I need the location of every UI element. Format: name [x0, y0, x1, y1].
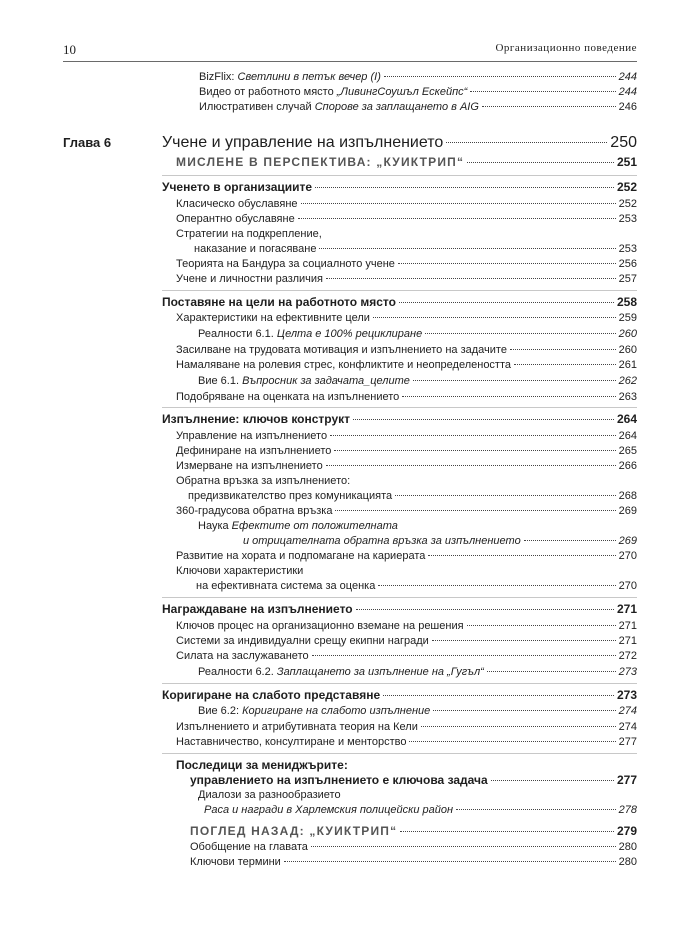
- dot-leader: [378, 585, 615, 586]
- page-ref: 257: [618, 273, 637, 285]
- dot-leader: [311, 846, 616, 847]
- page-ref: 263: [618, 391, 637, 403]
- page-ref: 274: [618, 721, 637, 733]
- toc-entry[interactable]: Изпълнението и атрибутивната теория на Кели 274: [176, 721, 637, 733]
- page-ref: 259: [618, 312, 637, 324]
- toc-entry[interactable]: Теорията на Бандура за социалното учене 256: [176, 258, 637, 270]
- page-ref: 269: [618, 535, 637, 547]
- page-ref: 279: [616, 824, 637, 838]
- page-ref: 277: [618, 736, 637, 748]
- page-ref: 253: [618, 213, 637, 225]
- page-ref: 270: [618, 550, 637, 562]
- toc-entry[interactable]: Наставничество, консултиране и менторство 277: [176, 736, 637, 748]
- dot-leader: [373, 317, 616, 318]
- page-ref: 260: [618, 328, 637, 340]
- toc-entry[interactable]: Обобщение на главата 280: [190, 841, 637, 853]
- page-ref: 269: [618, 505, 637, 517]
- dot-leader: [510, 349, 616, 350]
- dot-leader: [467, 625, 616, 626]
- dot-leader: [514, 364, 616, 365]
- toc-entry-feature[interactable]: Раса и награди в Харлемския полицейски район 278: [204, 804, 637, 816]
- toc-perspective[interactable]: МИСЛЕНЕ В ПЕРСПЕКТИВА: „КУИКТРИП“ 251: [176, 155, 637, 169]
- section-rule: [162, 407, 637, 408]
- page-ref: 262: [618, 375, 637, 387]
- toc-entry-line1[interactable]: Диалози за разнообразието: [198, 789, 341, 801]
- dot-leader: [456, 809, 616, 810]
- toc-section-learning[interactable]: Ученето в организациите 252: [162, 180, 637, 194]
- page-ref: 270: [618, 580, 637, 592]
- page-ref: 277: [616, 773, 637, 787]
- page-ref: 274: [618, 705, 637, 717]
- dot-leader: [319, 248, 615, 249]
- dot-leader: [330, 435, 616, 436]
- section-rule: [162, 753, 637, 754]
- section-rule: [162, 175, 637, 176]
- page-number: 10: [63, 42, 76, 57]
- toc-entry-line1[interactable]: Обратна връзка за изпълнението:: [176, 475, 351, 487]
- running-title: Организационно поведение: [495, 42, 637, 54]
- page-ref: 271: [618, 635, 637, 647]
- dot-leader: [428, 555, 615, 556]
- page-ref: 264: [616, 412, 637, 426]
- dot-leader: [384, 76, 616, 77]
- dot-leader: [491, 780, 614, 781]
- toc-entry[interactable]: Учене и личностни различия 257: [176, 273, 637, 285]
- dot-leader: [400, 831, 614, 832]
- toc-entry[interactable]: Ключови термини 280: [190, 856, 637, 868]
- toc-entry[interactable]: Класическо обуславяне 252: [176, 198, 637, 210]
- dot-leader: [315, 187, 614, 188]
- toc-entry-bizflix[interactable]: BizFlix: Светлини в петък вечер (I) 244: [199, 71, 637, 83]
- dot-leader: [487, 671, 616, 672]
- dot-leader: [326, 278, 616, 279]
- page-ref: 280: [618, 856, 637, 868]
- dot-leader: [334, 450, 615, 451]
- toc-entry[interactable]: Системи за индивидуални срещу екипни награди 271: [176, 635, 637, 647]
- dot-leader: [326, 465, 616, 466]
- toc-entry-feature[interactable]: Реалности 6.2. Заплащането за изпълнение на „Гугъл“ 273: [198, 666, 637, 678]
- dot-leader: [432, 640, 616, 641]
- page-ref: 271: [618, 620, 637, 632]
- dot-leader: [353, 419, 614, 420]
- dot-leader: [446, 142, 607, 143]
- toc-entry-feature[interactable]: и отрицателната обратна връзка за изпълнението 269: [243, 535, 637, 547]
- dot-leader: [383, 695, 614, 696]
- toc-entry-feature[interactable]: Вие 6.1. Въпросник за задачата_целите 262: [198, 375, 637, 387]
- toc-entry[interactable]: Характеристики на ефективните цели 259: [176, 312, 637, 324]
- toc-entry[interactable]: Подобряване на оценката на изпълнението 263: [176, 391, 637, 403]
- page-ref: 272: [618, 650, 637, 662]
- page-ref: 253: [618, 243, 637, 255]
- page-ref: 251: [616, 155, 637, 169]
- dot-leader: [335, 510, 615, 511]
- page-ref: 273: [616, 688, 637, 702]
- toc-entry[interactable]: наказание и погасяване 253: [194, 243, 637, 255]
- dot-leader: [284, 861, 616, 862]
- toc-entry-workplace-video[interactable]: Видео от работното място „ЛивингСоушъл Ескейпс“ 244: [199, 86, 637, 98]
- section-rule: [162, 683, 637, 684]
- header-rule: [63, 61, 637, 62]
- toc-section-implications[interactable]: управлението на изпълнението е ключова задача 277: [190, 773, 637, 787]
- dot-leader: [399, 302, 614, 303]
- running-header: [63, 40, 637, 60]
- toc-entry[interactable]: Засилване на трудовата мотивация и изпълнението на задачите 260: [176, 344, 637, 356]
- toc-section-rewarding[interactable]: Награждаване на изпълнението 271: [162, 602, 637, 616]
- toc-entry-feature[interactable]: Реалности 6.1. Целта е 100% рециклиране 260: [198, 328, 637, 340]
- toc-entry[interactable]: на ефективната система за оценка 270: [196, 580, 637, 592]
- dot-leader: [413, 380, 616, 381]
- toc-section-goals[interactable]: Поставяне на цели на работното място 258: [162, 295, 637, 309]
- page-ref: 264: [618, 430, 637, 442]
- toc-section-correcting[interactable]: Коригиране на слабото представяне 273: [162, 688, 637, 702]
- toc-entry[interactable]: Управление на изпълнението 264: [176, 430, 637, 442]
- toc-entry[interactable]: Силата на заслужаването 272: [176, 650, 637, 662]
- page-ref: 246: [618, 101, 637, 113]
- page-ref: 280: [618, 841, 637, 853]
- chapter-label: Глава 6: [63, 135, 112, 150]
- section-rule: [162, 290, 637, 291]
- toc-entry[interactable]: Намаляване на ролевия стрес, конфликтите и неопределеността 261: [176, 359, 637, 371]
- toc-chapter-title[interactable]: Учене и управление на изпълнението 250: [162, 134, 637, 151]
- page-ref: 271: [616, 602, 637, 616]
- toc-entry[interactable]: Дефиниране на изпълнението 265: [176, 445, 637, 457]
- dot-leader: [433, 710, 615, 711]
- toc-entry-line1[interactable]: Наука Ефектите от положителната: [198, 520, 398, 532]
- page-ref: 265: [618, 445, 637, 457]
- toc-entry-case[interactable]: Илюстративен случай Спорове за заплащането в AIG 246: [199, 101, 637, 113]
- page-ref: 244: [618, 86, 637, 98]
- toc-section-implications-line1[interactable]: Последици за мениджърите:: [176, 758, 348, 772]
- dot-leader: [409, 741, 615, 742]
- page-ref: 256: [618, 258, 637, 270]
- toc-entry[interactable]: Измерване на изпълнението 266: [176, 460, 637, 472]
- toc-entry-line1[interactable]: Стратегии на подкрепление,: [176, 228, 322, 240]
- dot-leader: [356, 609, 614, 610]
- section-rule: [162, 597, 637, 598]
- toc-entry[interactable]: Ключов процес на организационно вземане на решения 271: [176, 620, 637, 632]
- page-ref: 273: [618, 666, 637, 678]
- toc-entry[interactable]: предизвикателство през комуникацията 268: [188, 490, 637, 502]
- dot-leader: [421, 726, 616, 727]
- page-ref: 266: [618, 460, 637, 472]
- page-ref: 250: [610, 134, 637, 151]
- page-ref: 244: [618, 71, 637, 83]
- dot-leader: [298, 218, 616, 219]
- toc-entry-feature[interactable]: Вие 6.2: Коригиране на слабото изпълнение 274: [198, 705, 637, 717]
- dot-leader: [482, 106, 616, 107]
- page-ref: 252: [618, 198, 637, 210]
- dot-leader: [425, 333, 615, 334]
- toc-entry-line1[interactable]: Ключови характеристики: [176, 565, 304, 577]
- toc-entry[interactable]: 360-градусова обратна връзка 269: [176, 505, 637, 517]
- toc-section-performance[interactable]: Изпълнение: ключов конструкт 264: [162, 412, 637, 426]
- dot-leader: [467, 162, 614, 163]
- page-ref: 268: [618, 490, 637, 502]
- dot-leader: [398, 263, 616, 264]
- dot-leader: [312, 655, 616, 656]
- toc-entry[interactable]: Развитие на хората и подпомагане на кариерата 270: [176, 550, 637, 562]
- toc-lookback[interactable]: ПОГЛЕД НАЗАД: „КУИКТРИП“ 279: [190, 824, 637, 838]
- toc-entry[interactable]: Оперантно обуславяне 253: [176, 213, 637, 225]
- dot-leader: [395, 495, 616, 496]
- page-ref: 252: [616, 180, 637, 194]
- dot-leader: [470, 91, 615, 92]
- dot-leader: [301, 203, 616, 204]
- page-ref: 260: [618, 344, 637, 356]
- page-ref: 258: [616, 295, 637, 309]
- dot-leader: [402, 396, 615, 397]
- dot-leader: [524, 540, 616, 541]
- page-ref: 261: [618, 359, 637, 371]
- page-ref: 278: [618, 804, 637, 816]
